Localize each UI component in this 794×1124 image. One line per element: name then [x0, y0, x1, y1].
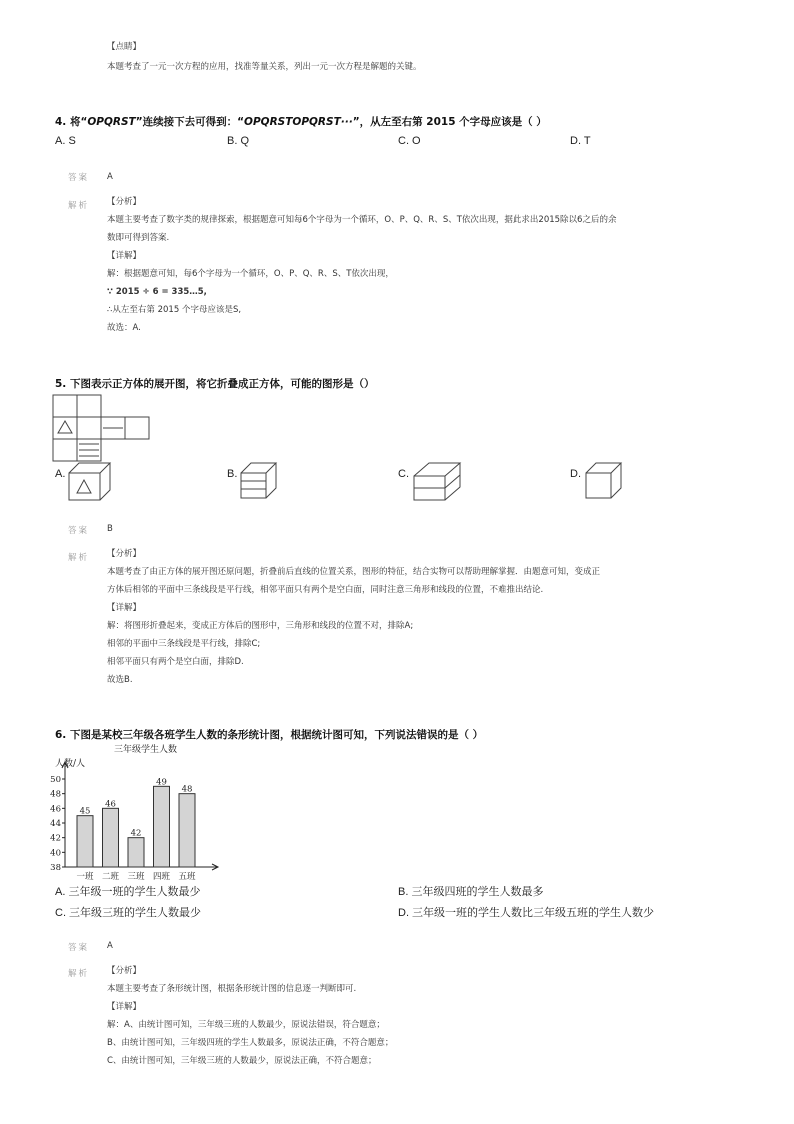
y-tick-label: 40 — [50, 848, 61, 859]
analysis-line: 【详解】 — [107, 251, 142, 261]
analysis-label: 解析 — [68, 201, 90, 211]
question-number: 6. — [55, 729, 67, 741]
analysis-line: C、由统计图可知，三年级三班的人数最少，原说法正确，不符合题意； — [107, 1056, 377, 1066]
analysis-line: 解：根据题意可知，每6个字母为一个循环，O、P、Q、R、S、T依次出现， — [107, 269, 394, 279]
analysis-line: 【详解】 — [107, 603, 142, 613]
analysis-label: 解析 — [68, 969, 90, 979]
option-c: C. O — [398, 135, 421, 147]
analysis-line: 解：将图形折叠起来，变成正方体后的图形中，三角形和线段的位置不对，排除A; — [107, 621, 414, 631]
y-tick-label: 38 — [50, 863, 61, 873]
x-tick-label: 三班 — [127, 872, 145, 882]
option-d: D. 三年级一班的学生人数比三年级五班的学生人数少 — [398, 907, 655, 919]
bar — [179, 794, 195, 867]
answer-value: A — [107, 172, 113, 182]
answer-label: 答案 — [68, 526, 90, 536]
tip-tag: 【点睛】 — [107, 42, 142, 52]
x-tick-label: 二班 — [101, 872, 120, 882]
sequence-short: OPQRST — [87, 116, 136, 128]
y-axis-label: 人数/人 — [55, 759, 86, 769]
answer-value: A — [107, 941, 113, 951]
cube-option-c — [412, 462, 464, 504]
analysis-line: 【分析】 — [107, 197, 142, 207]
option-d: D. T — [570, 135, 591, 147]
bar — [103, 808, 119, 867]
option-c: C. — [398, 468, 409, 480]
analysis-line: ∴从左至右第 2015 个字母应该是S, — [107, 305, 242, 315]
analysis-line: 本题主要考查了条形统计图，根据条形统计图的信息逐一判断即可. — [107, 984, 357, 994]
bar-value-label: 49 — [156, 777, 167, 788]
analysis-line: 解：A、由统计图可知，三年级三班的人数最少，原说法错误，符合题意； — [107, 1020, 385, 1030]
analysis-line: 【分析】 — [107, 549, 142, 559]
analysis-line: 相邻平面只有两个是空白面，排除D. — [107, 657, 244, 667]
bar-value-label: 46 — [105, 799, 116, 810]
bar-chart — [40, 740, 230, 880]
bar-value-label: 48 — [181, 784, 193, 795]
y-tick-label: 44 — [50, 819, 61, 829]
cube-option-a — [67, 462, 117, 504]
x-tick-label: 五班 — [178, 872, 196, 882]
question-4-title — [55, 114, 547, 129]
question-number: 4. — [55, 116, 67, 128]
option-a: A. — [55, 468, 66, 480]
analysis-line: ∵ 2015 ÷ 6 = 335…5, — [107, 287, 207, 297]
analysis-label: 解析 — [68, 553, 90, 563]
option-a: A. 三年级一班的学生人数最少 — [55, 886, 201, 898]
question-text: 下图是某校三年级各班学生人数的条形统计图，根据统计图可知，下列说法错误的是（ ） — [69, 729, 484, 741]
bar-value-label: 42 — [130, 828, 142, 839]
question-text: 下图表示正方体的展开图，将它折叠成正方体，可能的图形是（） — [69, 378, 375, 390]
analysis-line: 【分析】 — [107, 966, 142, 976]
analysis-line: 本题考查了由正方体的展开图还原问题，折叠前后直线的位置关系，图形的特征，结合实物可以帮助理解掌握．由题意可知，变成正 — [107, 567, 601, 577]
answer-label: 答案 — [68, 173, 90, 183]
analysis-line: 故选：A. — [107, 323, 141, 333]
option-c: C. 三年级三班的学生人数最少 — [55, 907, 202, 919]
option-b: B. Q — [227, 135, 250, 147]
cube-option-d — [584, 462, 630, 504]
y-tick-label: 48 — [50, 789, 61, 800]
y-tick-label: 46 — [50, 804, 61, 815]
answer-value: B — [107, 524, 113, 534]
x-tick-label: 一班 — [76, 872, 94, 882]
analysis-line: 方体后相邻的平面中三条线段是平行线，相邻平面只有两个是空白面，同时注意三角形和线段的位置，不难推出结论. — [107, 585, 544, 595]
bar — [77, 816, 93, 867]
option-b: B. — [227, 468, 238, 480]
option-b: B. 三年级四班的学生人数最多 — [398, 886, 544, 898]
analysis-line: 数即可得到答案. — [107, 233, 170, 243]
question-number: 5. — [55, 378, 67, 390]
bar-value-label: 45 — [79, 806, 91, 817]
triangle-icon — [58, 421, 72, 433]
y-tick-label: 50 — [50, 775, 61, 785]
analysis-line: 故选B. — [107, 675, 133, 685]
analysis-line: 相邻的平面中三条线段是平行线，排除C; — [107, 639, 261, 649]
answer-label: 答案 — [68, 943, 90, 953]
y-tick-label: 42 — [50, 833, 61, 844]
option-a: A. S — [55, 135, 76, 147]
question-5-title — [55, 376, 374, 391]
x-tick-label: 四班 — [152, 872, 171, 882]
cube-net-figure — [52, 394, 152, 466]
question-text-suffix: ”，从左至右第 2015 个字母应该是（ ） — [352, 116, 547, 128]
analysis-line: B、由统计图可知，三年级四班的学生人数最多，原说法正确，不符合题意； — [107, 1038, 394, 1048]
cube-option-b — [239, 462, 289, 504]
analysis-line: 【详解】 — [107, 1002, 142, 1012]
bar — [154, 786, 170, 867]
bar — [128, 838, 144, 867]
chart-title: 三年级学生人数 — [114, 745, 178, 755]
question-text-prefix: 将“ — [69, 116, 88, 128]
sequence-long: OPQRSTOPQRST··· — [244, 116, 353, 128]
option-d: D. — [570, 468, 581, 480]
analysis-line: 本题主要考查了数字类的规律探索，根据题意可知每6个字母为一个循环，O、P、Q、R、S、T依次出现，据此求出2015除以6之后的余 — [107, 215, 617, 225]
question-text-mid: ”连续接下去可得到：“ — [135, 116, 245, 128]
tip-text: 本题考查了一元一次方程的应用，找准等量关系，列出一元一次方程是解题的关键。 — [107, 62, 422, 72]
